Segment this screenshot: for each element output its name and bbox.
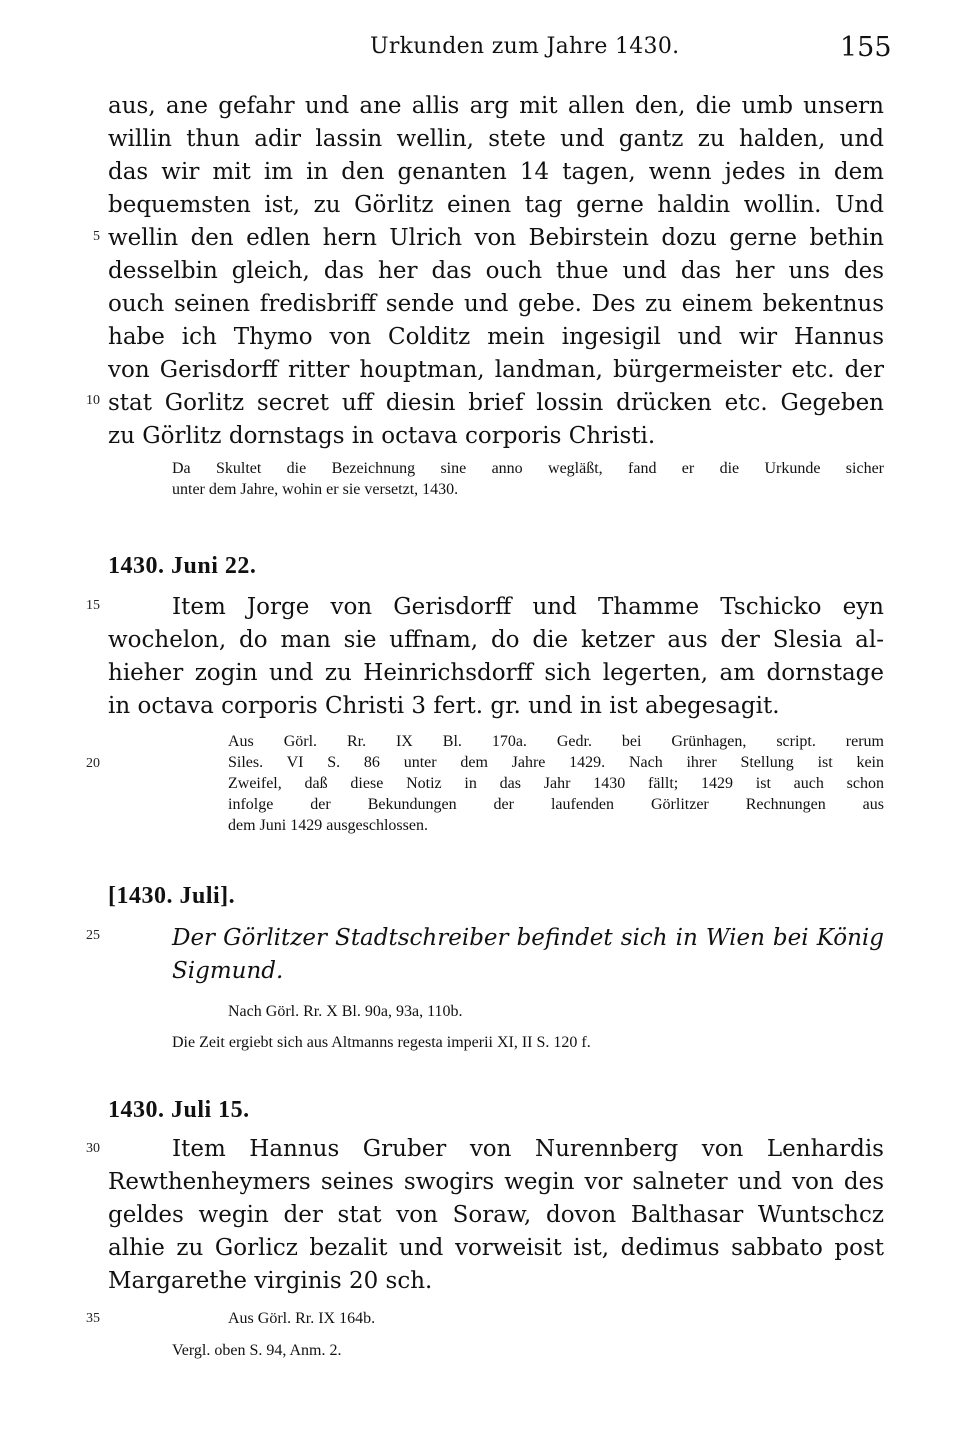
text-line: hieher zogin und zu Heinrichsdorff sich legerten, am dornstage (108, 660, 884, 686)
text-line: habe ich Thymo von Colditz mein ingesigil und wir Hannus (108, 324, 884, 350)
text-line: alhie zu Gorlicz bezalit und vorweisit ist, dedimus sabbato post (108, 1235, 884, 1261)
note-line: Da Skultet die Bezeichnung sine anno wegläßt, fand er die Urkunde sicher (172, 460, 884, 477)
note-line: Zweifel, daß diese Notiz in das Jahr 1430 fällt; 1429 ist auch schon (228, 775, 884, 792)
text-line: wellin den edlen hern Ulrich von Bebirstein dozu gerne bethin (108, 225, 884, 251)
text-line: zu Görlitz dornstags in octava corporis Christi. (108, 423, 656, 449)
text-line: bequemsten ist, zu Görlitz einen tag gerne haldin wollin. Und (108, 192, 884, 218)
source-note (228, 731, 884, 836)
text-line: Margarethe virginis 20 sch. (108, 1268, 433, 1294)
text-line: Item Hannus Gruber von Nurennberg von Lenhardis (172, 1136, 884, 1162)
note-line: Die Zeit ergiebt sich aus Altmanns regesta imperii XI, II S. 120 f. (172, 1034, 591, 1051)
note-line: unter dem Jahre, wohin er sie versetzt, 1430. (172, 481, 459, 498)
note-line: Aus Görl. Rr. IX Bl. 170a. Gedr. bei Grünhagen, script. rerum (228, 733, 884, 750)
source-note (172, 1303, 884, 1367)
entry-summary (108, 922, 884, 988)
text-line: Sigmund. (172, 958, 284, 984)
note-line: infolge der Bekundungen der laufenden Görlitzer Rechnungen aus (228, 796, 884, 813)
text-line: desselbin gleich, das her das ouch thue und das her uns des (108, 258, 884, 284)
source-note (172, 996, 884, 1058)
entry-date-heading: [1430. Juli]. (108, 883, 236, 909)
text-line: Item Jorge von Gerisdorff und Thamme Tschicko eyn (172, 594, 884, 620)
entry-date-heading: 1430. Juli 15. (108, 1097, 250, 1123)
text-line: willin thun adir lassin wellin, stete und gantz zu halden, und (108, 126, 884, 152)
line-number: 10 (86, 393, 100, 408)
note-line: Vergl. oben S. 94, Anm. 2. (172, 1342, 342, 1359)
entry-text (108, 1133, 884, 1298)
editorial-note (172, 458, 884, 500)
note-line: Siles. VI S. 86 unter dem Jahre 1429. Nach ihrer Stellung ist kein (228, 754, 884, 771)
text-line: Der Görlitzer Stadtschreiber befindet sich in Wien bei König (172, 925, 884, 951)
line-number: 30 (86, 1141, 100, 1156)
text-line: aus, ane gefahr und ane allis arg mit allen den, die umb unsern (108, 93, 884, 119)
line-number: 5 (93, 229, 100, 244)
text-line: von Gerisdorff ritter houptman, landman, bürgermeister etc. der (108, 357, 884, 383)
page-number: 155 (840, 32, 892, 63)
text-line: das wir mit im in den genanten 14 tagen, wenn jedes in dem (108, 159, 884, 185)
text-line: Rewthenheymers seines swogirs wegin vor salneter und von des (108, 1169, 884, 1195)
entry-text (108, 591, 884, 723)
text-line: in octava corporis Christi 3 fert. gr. und in ist abegesagit. (108, 693, 780, 719)
document-text (108, 90, 884, 453)
note-line: Nach Görl. Rr. X Bl. 90a, 93a, 110b. (228, 1003, 463, 1020)
text-line: ouch seinen fredisbriff sende und gebe. Des zu einem bekentnus (108, 291, 884, 317)
line-number: 20 (86, 756, 100, 771)
text-line: wochelon, do man sie uffnam, do die ketzer aus der Slesia al- (108, 627, 884, 653)
text-line: stat Gorlitz secret uff diesin brief lossin drücken etc. Gegeben (108, 390, 884, 416)
text-line: geldes wegin der stat von Soraw, dovon Balthasar Wuntschcz (108, 1202, 884, 1228)
note-line: dem Juni 1429 ausgeschlossen. (228, 817, 428, 834)
note-line: Aus Görl. Rr. IX 164b. (228, 1310, 376, 1327)
line-number: 35 (86, 1311, 100, 1326)
entry-date-heading: 1430. Juni 22. (108, 553, 257, 579)
line-number: 25 (86, 928, 100, 943)
line-number: 15 (86, 598, 100, 613)
running-title: Urkunden zum Jahre 1430. (370, 34, 680, 59)
running-head (0, 32, 960, 68)
